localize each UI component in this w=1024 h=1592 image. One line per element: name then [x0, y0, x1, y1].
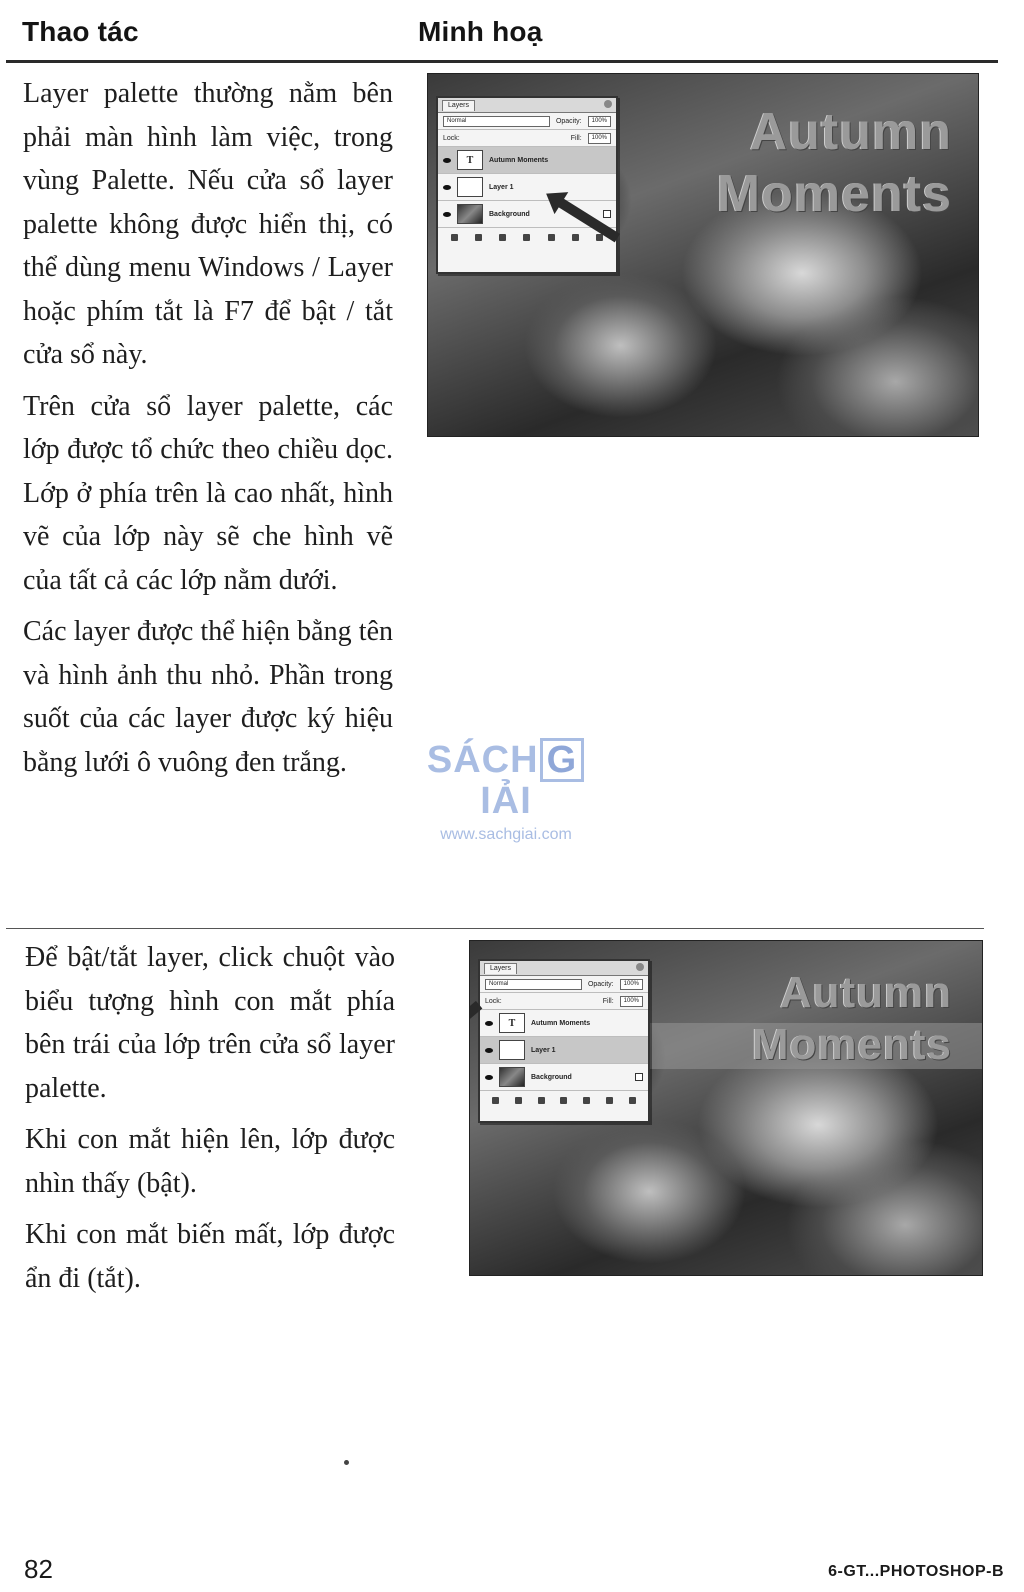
paragraph: Layer palette thường nằm bên phải màn hình làm việc, trong vùng Palette. Nếu cửa sổ layer palette không được hiển thị, có thể dùng menu Windows / Layer hoặc phím tắt là F7 để bật / tắt cửa sổ này.	[23, 78, 393, 370]
layer-thumbnail	[499, 1067, 525, 1087]
palette-lock-row	[480, 993, 648, 1010]
fill-value: 100%	[620, 996, 643, 1007]
lock-icon	[603, 210, 611, 218]
layer-row	[438, 174, 616, 201]
section-1-text	[23, 72, 393, 792]
fill-value: 100%	[588, 133, 611, 144]
new-layer-icon	[572, 234, 579, 241]
palette-lock-row	[438, 130, 616, 147]
mask-icon	[538, 1097, 545, 1104]
layer-name: Layer 1	[489, 183, 514, 191]
trash-icon	[629, 1097, 636, 1104]
column-header-operation: Thao tác	[22, 16, 139, 47]
close-icon	[604, 100, 612, 108]
photo-title-line1: Autumn	[749, 103, 952, 161]
palette-tab: Layers	[484, 963, 517, 974]
link-icon	[492, 1097, 499, 1104]
lock-icon	[635, 1073, 643, 1081]
footer-code: 6-GT...PHOTOSHOP-B	[828, 1563, 1004, 1580]
layer-row	[438, 147, 616, 174]
eye-icon	[443, 185, 451, 190]
illustration-1-photo	[427, 73, 979, 437]
layer-thumbnail	[457, 177, 483, 197]
watermark-logo: SÁCH GIẢI	[406, 738, 606, 820]
blend-mode-select: Normal	[443, 116, 550, 127]
fx-icon	[475, 234, 482, 241]
layer-row	[480, 1010, 648, 1037]
paragraph: Để bật/tắt layer, click chuột vào biểu tượng hình con mắt phía bên trái của lớp trên cửa sổ layer palette.	[25, 942, 395, 1104]
paragraph: Trên cửa sổ layer palette, các lớp được tổ chức theo chiều dọc. Lớp ở phía trên là cao nhất, hình vẽ của lớp này sẽ che hình vẽ của tất cả các lớp nằm dưới.	[23, 390, 393, 596]
eye-icon	[443, 158, 451, 163]
palette-titlebar	[480, 961, 648, 976]
photo-title-line1: Autumn	[779, 968, 952, 1017]
palette-tab: Layers	[442, 100, 475, 111]
palette-footer	[438, 228, 616, 246]
column-header-illustration: Minh hoạ	[418, 16, 543, 47]
palette-titlebar	[438, 98, 616, 113]
layer-name: Layer 1	[531, 1046, 556, 1054]
mask-icon	[499, 234, 506, 241]
fill-label: Fill:	[570, 134, 582, 142]
palette-footer	[480, 1091, 648, 1109]
fill-label: Fill:	[602, 997, 614, 1005]
page-number: 82	[24, 1554, 53, 1584]
eye-icon	[485, 1021, 493, 1026]
eye-icon	[485, 1075, 493, 1080]
layers-palette	[478, 959, 650, 1123]
folder-icon	[548, 234, 555, 241]
close-icon	[636, 963, 644, 971]
layer-row	[480, 1064, 648, 1091]
section-divider	[6, 928, 984, 929]
stray-dot	[344, 1460, 349, 1465]
layer-row	[480, 1037, 648, 1064]
photo-title-line2: Moments	[716, 165, 952, 223]
opacity-value: 100%	[588, 116, 611, 127]
header-rule	[6, 60, 998, 63]
fx-icon	[515, 1097, 522, 1104]
eye-icon	[443, 212, 451, 217]
new-layer-icon	[606, 1097, 613, 1104]
blend-mode-select: Normal	[485, 979, 582, 990]
eye-icon	[485, 1048, 493, 1053]
paragraph: Các layer được thể hiện bằng tên và hình ảnh thu nhỏ. Phần trong suốt của các layer được ký hiệu bằng lưới ô vuông đen trắng.	[23, 616, 393, 778]
adjustment-icon	[523, 234, 530, 241]
folder-icon	[583, 1097, 590, 1104]
section-2-text	[25, 936, 395, 1308]
watermark-url: www.sachgiai.com	[440, 826, 572, 843]
link-icon	[451, 234, 458, 241]
palette-blend-row	[438, 113, 616, 130]
watermark	[406, 738, 606, 844]
layers-palette	[436, 96, 618, 274]
layer-thumbnail: T	[499, 1013, 525, 1033]
layer-name: Autumn Moments	[531, 1019, 591, 1027]
illustration-2-photo	[469, 940, 983, 1276]
layer-thumbnail	[499, 1040, 525, 1060]
layer-name: Background	[531, 1073, 572, 1081]
lock-label: Lock:	[443, 134, 460, 142]
lock-label: Lock:	[485, 997, 502, 1005]
photo-title-line2: Moments	[751, 1020, 952, 1069]
layer-name: Autumn Moments	[489, 156, 549, 164]
opacity-label: Opacity:	[587, 980, 614, 988]
adjustment-icon	[560, 1097, 567, 1104]
paragraph: Khi con mắt biến mất, lớp được ẩn đi (tắt).	[25, 1219, 395, 1294]
layer-thumbnail: T	[457, 150, 483, 170]
opacity-label: Opacity:	[555, 117, 582, 125]
palette-blend-row	[480, 976, 648, 993]
paragraph: Khi con mắt hiện lên, lớp được nhìn thấy (bật).	[25, 1124, 395, 1199]
layer-name: Background	[489, 210, 530, 218]
layer-thumbnail	[457, 204, 483, 224]
opacity-value: 100%	[620, 979, 643, 990]
